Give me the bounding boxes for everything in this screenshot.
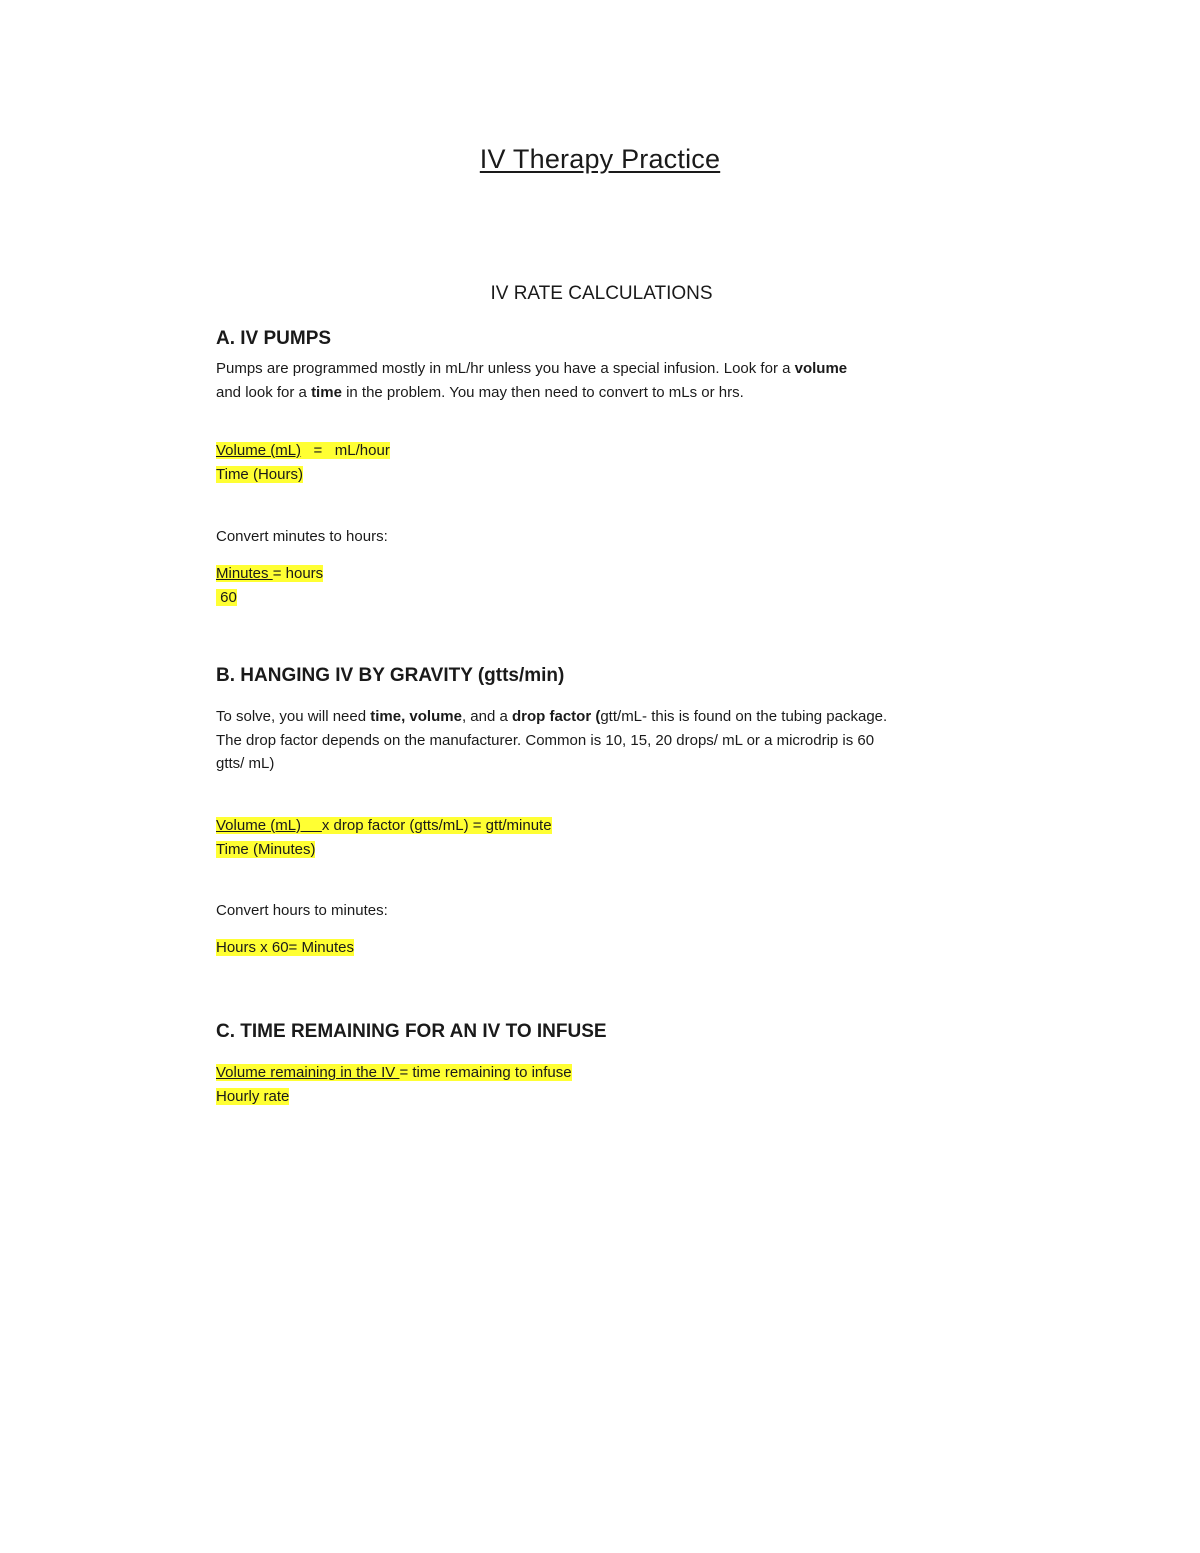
section-time-remaining <box>216 1020 936 1044</box>
document-title: IV Therapy Practice <box>479 144 721 174</box>
pumps-formula <box>216 439 936 487</box>
pumps-convert-label <box>216 525 936 549</box>
heading-gravity: B. HANGING IV BY GRAVITY (gtts/min) <box>216 665 565 686</box>
gravity-convert-label-text: Convert hours to minutes: <box>216 902 388 919</box>
gravity-text-2: , and a <box>461 708 512 725</box>
gravity-convert-label <box>216 899 936 923</box>
pumps-convert-numerator: Minutes <box>216 565 273 582</box>
section-title: IV RATE CALCULATIONS <box>490 283 713 304</box>
section-iv-pumps <box>216 327 936 404</box>
pumps-description <box>216 357 936 404</box>
gravity-bold-2: drop factor ( <box>512 708 601 725</box>
pumps-formula-numerator: Volume (mL) <box>216 442 302 459</box>
pumps-text-2: and look for a <box>216 383 312 401</box>
heading-time-remaining: C. TIME REMAINING FOR AN IV TO INFUSE <box>216 1021 607 1042</box>
gravity-text-1: To solve, you will need <box>216 708 371 725</box>
pumps-convert-formula <box>216 562 936 610</box>
remaining-formula-numerator: Volume remaining in the IV <box>216 1064 400 1081</box>
gravity-formula-result: x drop factor (gtts/mL) = gtt/minute <box>321 817 552 834</box>
heading-iv-pumps: A. IV PUMPS <box>216 328 332 349</box>
gravity-description <box>216 705 906 776</box>
gravity-convert-formula-text: Hours x 60= Minutes <box>216 939 354 956</box>
gravity-text-3: gtt/mL- this is found on the tubing package. The drop factor depends on the manufacturer. Common is 10, 15, 20 drops/ mL or a microdrip is 60 gtts/ mL) <box>216 708 888 772</box>
pumps-convert-label-text: Convert minutes to hours: <box>216 528 388 545</box>
gravity-formula-numerator: Volume (mL) <box>216 817 322 834</box>
pumps-bold-volume: volume <box>794 360 848 377</box>
pumps-text-1: Pumps are programmed mostly in mL/hr unless you have a special infusion. Look for a <box>216 360 795 377</box>
pumps-formula-result: = mL/hour <box>301 442 390 459</box>
gravity-formula-denominator: Time (Minutes) <box>216 841 316 858</box>
section-gravity <box>216 664 936 776</box>
remaining-formula-result: = time remaining to infuse <box>399 1064 572 1081</box>
remaining-formula <box>216 1061 936 1109</box>
pumps-formula-denominator: Time (Hours) <box>216 466 303 483</box>
gravity-bold-1: time, volume <box>370 708 462 725</box>
pumps-convert-result: = hours <box>272 565 324 582</box>
pumps-text-3: in the problem. You may then need to convert to mLs or hrs. <box>341 383 744 401</box>
remaining-formula-denominator: Hourly rate <box>216 1088 290 1105</box>
pumps-bold-time: time <box>311 383 342 401</box>
gravity-formula <box>216 814 936 862</box>
gravity-convert-formula <box>216 936 936 960</box>
pumps-convert-denominator: 60 <box>216 589 237 606</box>
